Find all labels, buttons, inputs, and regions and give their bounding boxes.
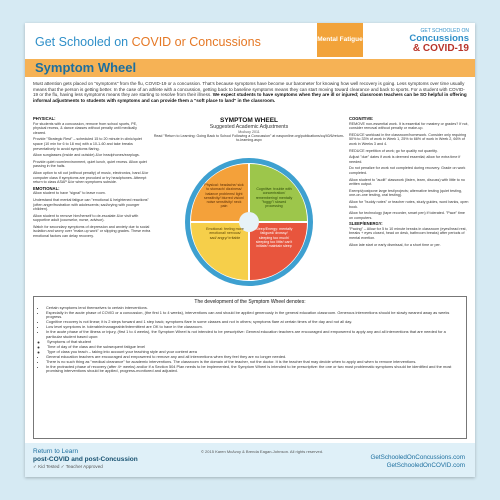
footer-site-link[interactable]: GetSchooledOnConcussions.com <box>370 454 465 461</box>
header-title <box>35 35 261 49</box>
cognitive-item: REDUCE workload in the classroom/homework. Consider only requiring 50% to 33% of work in Week 1, 25% to 66% of work in Week 2, 66% of work in Weeks 3 and 4. <box>349 132 467 146</box>
mental-fatigue-badge: Mental Fatigue <box>317 23 363 57</box>
cognitive-item: Do not penalize for work not completed during recovery. Grade on work completed. <box>349 166 466 175</box>
development-item: • Low level symptoms ie. tolerable/manageable/intermittent are OK to have in the classroom. <box>46 325 461 330</box>
development-box <box>33 296 467 439</box>
emotional-item: Understand that mental fatigue can "emotional & heightened reactions" (often anger/frustration with adolescents; sad/crying with younger children). <box>33 197 149 212</box>
development-item: • Certain symptoms lend themselves to certain interventions. <box>46 306 461 311</box>
page-title: Symptom Wheel <box>35 60 137 75</box>
cognitive-heading: COGNITIVE: <box>349 116 374 121</box>
logo-line2: Concussions <box>409 33 469 44</box>
development-subitem: ◦ Type of class you teach – taking into account your teaching style and your content area <box>47 350 461 355</box>
brand-logo <box>377 28 469 54</box>
intro-bold-text: We expect students to have symptoms when they are ill or injured; classroom teachers can be SO helpful in offering informal adjustments to students with symptoms and can provide them a "soft place to land" in the classroom. <box>33 92 467 103</box>
wheel-header <box>153 117 345 143</box>
sleep-item: Allow late start or early dismissal, for a short time or per. <box>349 242 441 247</box>
physical-item: Allow sunglasses (inside and outside) &/or headphones/earplugs. <box>33 153 140 158</box>
development-item: • There is no such thing as "medical clearance" for academic interventions. The classroom is the domain of the teacher, not the doctor. It is the teacher that may decide when to apply and when to remove interventions. <box>46 360 461 365</box>
left-column <box>33 115 151 241</box>
wheel-physical-text: Physical: headache/ sick to stomach/ dizziness/ balance problems/ light sensitivity/ blurred vision/ noise sensitivity/ neck pain <box>204 183 244 209</box>
logo-line3: & COVID-19 <box>412 43 469 54</box>
development-item: • Cognitive recovery is not linear; it is 2 steps forward and 1 step back; symptoms flare in some classes and not in others; symptoms flare at certain times of the day and not all day. <box>46 320 461 325</box>
development-list <box>39 306 461 340</box>
footer-program <box>33 448 138 471</box>
symptom-wheel-diagram <box>184 157 314 287</box>
cognitive-item: Allow student to "audit" classwork (listen, learn, discuss) with little to no written output. <box>349 177 465 187</box>
development-subitem: ◦ Time of day of the class and the subsequent fatigue level <box>47 345 461 350</box>
wheel-reference: Read "Return to Learning: Going Back to School Following a Concussion" at nasponline.org/publications/cq/40/6/return-to-learning.aspx <box>153 134 345 143</box>
development-subitem: ◦ Symptoms of that student <box>47 340 461 345</box>
physical-item: Provide quiet room/environment, quiet lunch, quiet recess. Allow quiet passing in the halls. <box>33 159 147 169</box>
cognitive-item: Allow for "buddy notes" or teacher notes, study guides, word banks, open book. <box>349 199 469 209</box>
wheel-sleep-text: Sleep/Energy: mentally fatigued/ drowsy/ sleeping too much/ sleeping too little/ can't initiate/ maintain sleep <box>255 227 293 249</box>
development-item: • Especially in the acute phase of COVID or a concussion, (the first 1 to 4 weeks), interventions can and should be applied generously in the general education classroom. Generous interventions should be slowly weaned away as weeks progress. <box>46 311 461 320</box>
cognitive-item: REMOVE non-essential work. It is essential for mastery or grades? If not, consider removal without penalty or make-up. <box>349 121 469 131</box>
title-banner <box>25 59 475 77</box>
physical-item: Provide "Strategic Rest" – scheduled 15 to 20 minute in clinic/quiet space (10 min for 6 to 18 mo) with a 10-1-60 and take breaks preventatively to avoid symptoms flaring. <box>33 137 142 151</box>
development-item: • General education teachers are encouraged and empowered to remove any and all interventions when they feel they are no longer needed. <box>46 355 461 360</box>
cognitive-item: Exempt/postpone large test/projects; alternative testing (quiet testing, one-on-one testing, oral testing). <box>349 188 462 198</box>
document-sheet <box>25 23 475 477</box>
cognitive-item: REDUCE repetition of work; go for quality not quantity. <box>349 148 438 153</box>
wheel-author: McAvoy 2011 <box>238 130 260 134</box>
wheel-title: SYMPTOM WHEEL <box>219 117 279 124</box>
development-sublist <box>39 340 461 355</box>
intro-paragraph <box>33 81 467 103</box>
physical-heading: PHYSICAL: <box>33 116 56 121</box>
physical-intro: For students with a concussion, remove from school sports, PE, physical recess, & dance classes without penalty until medically cleared. <box>33 121 138 135</box>
development-heading: The development of the Symptom Wheel denotes: <box>194 299 306 305</box>
footer-copyright: © 2015 Karen McAvoy & Brenda Eagan-Johnson. All rights reserved. <box>201 449 324 454</box>
footer-site-link[interactable]: GetSchooledOnCOVID.com <box>386 462 465 469</box>
intro-text: Must attention gets placed on "symptoms" from the flu, COVID-19 or a concussion. That's because symptoms have become our barometer for knowing how well recovery is going. Less symptoms over time usually means that the person is getting better. In the case of an athlete with a concussion, getting back to baseline symptoms means they can start moving toward clearance and back to sports. For a student with COVID-19 or the flu, having less symptoms means they are starting to resolve from their illness. <box>33 81 465 98</box>
physical-item: Allow option to sit out (without penalty) of music, electronics, band &/or computer class if symptoms are provoked or try headphones. Attempt return to class ASAP &/or when symptoms subside. <box>33 170 149 185</box>
footer-line3: ✓ Kid Tested ✓ Teacher Approved <box>33 464 103 470</box>
cognitive-item: Adjust "due" dates if work is deemed essential; allow for extra time if needed. <box>349 155 461 164</box>
header-title-prefix: Get Schooled on <box>35 35 132 49</box>
footer-line2: post-COVID and post-Concussion <box>33 455 138 463</box>
footer-line1: Return to Learn <box>33 448 79 455</box>
right-column <box>349 115 469 249</box>
emotional-item: Watch for secondary symptoms of depression and anxiety due to social isolation and worry over "make-up work" or slipping grades. These extra emotional factors can delay recovery. <box>33 224 151 239</box>
wheel-cognitive-text: Cognitive: trouble with concentration/ remembering/ mentally "foggy"/ slowed processing <box>255 187 293 209</box>
emotional-item: Allow student to have "signal" to leave room. <box>33 191 106 196</box>
footer <box>25 443 475 477</box>
wheel-subtitle: Suggested Academic Adjustments <box>209 124 289 130</box>
wheel-emotional-text: Emotional: feeling more emotional/ nervous/ sad/ angry/ irritable <box>206 227 244 240</box>
development-item: • In the acute phase of the illness or injury, (first 1 to 4 weeks), the Symptom Wheel is not intended to be prescriptive: General education teachers are encouraged and empowered to apply any and all interventions that are needed for a particular student based upon: <box>46 330 461 339</box>
emotional-item: Allow student to remove him/herself to de-escalate &/or visit with supportive adult (counselor, nurse, advisor). <box>33 213 139 223</box>
footer-websites <box>370 454 465 470</box>
header-title-highlight: COVID or Concussions <box>131 35 261 49</box>
logo-line1: GET SCHOOLED ON <box>420 28 469 34</box>
development-item: • In the protracted phase of recovery (after 4+ weeks) and/or if a Section 504 Plan needs to be implemented, the Symptom Wheel is intended to be prescriptive: the one or two most problematic symptoms should be identified and the most promising interventions should be applied, progress-monitored and adjusted. <box>46 365 461 374</box>
sleep-item: "Pacing" – Allow for 5 to 10 minute breaks in classroom (eyes/head rest, breaks + eyes closed, head on desk, bathroom breaks) after periods of mental exertion. <box>349 226 467 241</box>
sleep-heading: SLEEP/ENERGY: <box>349 221 383 227</box>
emotional-heading: EMOTIONAL: <box>33 185 60 191</box>
cognitive-item: Allow for technology (tape recorder, smart pen) if tolerated. "Pace" time on computers. <box>349 211 465 220</box>
development-list-continued <box>39 355 461 374</box>
